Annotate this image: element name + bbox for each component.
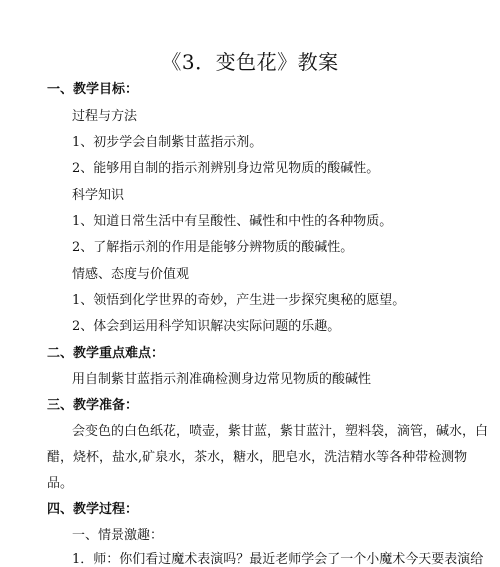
objective-item: 1、初步学会自制紫甘蓝指示剂。	[72, 135, 263, 150]
preparation-text: 醋，烧杯，盐水,矿泉水，茶水，糖水，肥皂水，洗洁精水等各种带检测物	[47, 450, 468, 465]
objective-group-label: 过程与方法	[72, 109, 138, 124]
objective-item: 1、领悟到化学世界的奇妙，产生进一步探究奥秘的愿望。	[72, 293, 406, 308]
objective-item: 2、能够用自制的指示剂辨别身边常见物质的酸碱性。	[72, 161, 380, 176]
objective-group-label: 科学知识	[72, 188, 125, 203]
page-title: 《3．变色花》教案	[161, 50, 339, 74]
preparation-text: 品。	[47, 476, 74, 491]
objective-item: 2、了解指示剂的作用是能够分辨物质的酸碱性。	[72, 240, 354, 255]
preparation-text: 会变色的白色纸花，喷壶，紫甘蓝，紫甘蓝汁，塑料袋，滴管，碱水，白	[72, 424, 489, 439]
objective-item: 2、体会到运用科学知识解决实际问题的乐趣。	[72, 319, 341, 334]
objective-group-label: 情感、态度与价值观	[72, 267, 190, 282]
objective-item: 1、知道日常生活中有呈酸性、碱性和中性的各种物质。	[72, 214, 393, 229]
process-text: 1．师：你们看过魔术表演吗？最近老师学会了一个小魔术今天要表演给	[72, 552, 484, 567]
section-heading-process: 四、教学过程：	[47, 502, 139, 517]
section-heading-objectives: 一、教学目标：	[47, 82, 139, 97]
key-points-text: 用自制紫甘蓝指示剂准确检测身边常见物质的酸碱性	[72, 372, 372, 387]
section-heading-key-points: 二、教学重点难点：	[47, 346, 165, 361]
section-heading-preparation: 三、教学准备：	[47, 398, 139, 413]
process-subheading: 一、情景激趣：	[72, 528, 164, 543]
